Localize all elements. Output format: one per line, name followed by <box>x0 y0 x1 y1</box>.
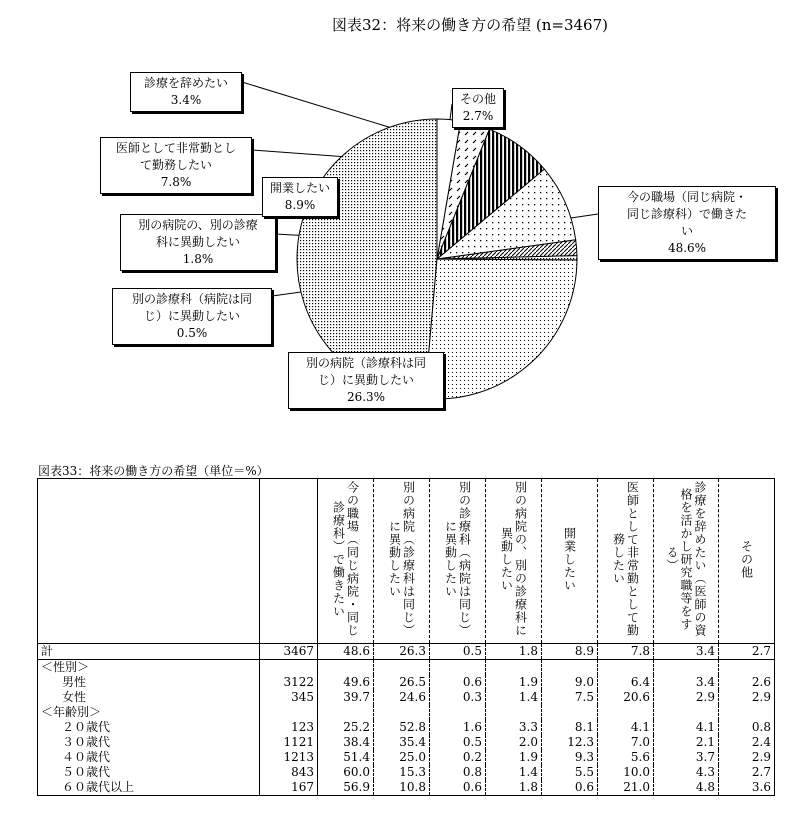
row-value: 9.0 <box>542 675 598 690</box>
row-value: 10.0 <box>598 765 654 780</box>
row-value: 0.5 <box>430 735 486 750</box>
row-value: 9.3 <box>542 750 598 765</box>
header-col-1: 別の病院（診療科は同じ）に異動したい <box>374 479 430 644</box>
row-value: 1.9 <box>486 750 542 765</box>
row-n: 843 <box>260 765 318 780</box>
slice-percent: 7.8% <box>160 175 192 189</box>
table-row <box>38 705 775 720</box>
row-value: 7.0 <box>598 735 654 750</box>
slice-label: 今の職場（同じ病院・ 同じ診療科）で働きた い <box>626 190 747 238</box>
table-row <box>38 690 775 705</box>
row-value <box>542 705 598 720</box>
row-value <box>654 705 719 720</box>
header-col-4: 開業したい <box>542 479 598 644</box>
slice-callout <box>288 352 444 409</box>
table-row <box>38 780 775 796</box>
header-n-cell <box>260 479 318 644</box>
slice-callout <box>130 72 242 112</box>
row-value: 4.1 <box>598 720 654 735</box>
table-row <box>38 720 775 735</box>
row-label: ＜性別＞ <box>41 660 90 674</box>
row-label: 計 <box>38 644 260 660</box>
row-value: 3.6 <box>719 780 775 796</box>
row-label: ５０歳代 <box>62 765 111 779</box>
row-value: 3.4 <box>654 644 719 660</box>
row-n <box>260 660 318 676</box>
row-n: 1121 <box>260 735 318 750</box>
row-value <box>318 660 374 676</box>
row-label: 男性 <box>62 675 87 689</box>
row-value: 26.5 <box>374 675 430 690</box>
row-value: 35.4 <box>374 735 430 750</box>
row-value: 25.2 <box>318 720 374 735</box>
row-value: 6.4 <box>598 675 654 690</box>
row-value: 0.8 <box>719 720 775 735</box>
row-value: 2.9 <box>719 690 775 705</box>
row-value: 1.8 <box>486 644 542 660</box>
row-value <box>430 660 486 676</box>
row-value: 0.6 <box>542 780 598 796</box>
row-value: 2.4 <box>719 735 775 750</box>
row-value: 24.6 <box>374 690 430 705</box>
row-value: 0.2 <box>430 750 486 765</box>
row-value: 1.6 <box>430 720 486 735</box>
row-value: 39.7 <box>318 690 374 705</box>
slice-percent: 48.6% <box>667 241 707 255</box>
table-row <box>38 675 775 690</box>
row-label: ６０歳代以上 <box>62 780 135 794</box>
slice-label: 医師として非常勤とし て勤務したい <box>115 141 236 172</box>
row-value: 0.3 <box>430 690 486 705</box>
slice-callout <box>262 177 338 217</box>
row-value: 60.0 <box>318 765 374 780</box>
row-value <box>598 705 654 720</box>
row-value: 1.4 <box>486 765 542 780</box>
table-row <box>38 644 775 660</box>
row-n: 123 <box>260 720 318 735</box>
pie-chart-title: 図表32：将来の働き方の希望 (n=3467) <box>332 16 608 34</box>
row-value: 48.6 <box>318 644 374 660</box>
header-col-7: その他 <box>719 479 775 644</box>
row-value: 25.0 <box>374 750 430 765</box>
row-value: 3.4 <box>654 675 719 690</box>
row-value: 51.4 <box>318 750 374 765</box>
slice-percent: 3.4% <box>170 93 202 107</box>
row-value: 4.3 <box>654 765 719 780</box>
row-n: 1213 <box>260 750 318 765</box>
slice-callout <box>112 288 272 345</box>
row-value <box>598 660 654 676</box>
slice-label: 別の病院の、別の診療 科に異動したい <box>138 218 258 249</box>
header-col-3: 別の病院の、別の診療科に異動したい <box>486 479 542 644</box>
slice-label: その他 <box>459 92 496 106</box>
row-value <box>719 705 775 720</box>
slice-callout <box>598 186 776 260</box>
row-value: 38.4 <box>318 735 374 750</box>
slice-callout <box>100 137 252 194</box>
row-value <box>486 660 542 676</box>
row-value: 10.8 <box>374 780 430 796</box>
row-value: 5.6 <box>598 750 654 765</box>
header-col-6: 診療を辞めたい（医師の資格を活かし研究職等をする） <box>654 479 719 644</box>
row-value: 56.9 <box>318 780 374 796</box>
row-value: 2.6 <box>719 675 775 690</box>
row-n: 345 <box>260 690 318 705</box>
row-value: 7.5 <box>542 690 598 705</box>
slice-callout <box>452 88 504 128</box>
row-value: 4.8 <box>654 780 719 796</box>
row-value <box>542 660 598 676</box>
slice-label: 別の病院（診療科は同 じ）に異動したい <box>305 356 426 387</box>
row-value: 20.6 <box>598 690 654 705</box>
slice-percent: 0.5% <box>176 326 208 340</box>
row-value: 0.6 <box>430 675 486 690</box>
row-value: 12.3 <box>542 735 598 750</box>
row-value: 1.4 <box>486 690 542 705</box>
row-value <box>430 705 486 720</box>
pie-slice <box>425 259 577 399</box>
row-n: 167 <box>260 780 318 796</box>
row-label: ４０歳代 <box>62 750 111 764</box>
table-row <box>38 765 775 780</box>
row-n <box>260 705 318 720</box>
row-value: 4.1 <box>654 720 719 735</box>
row-label: ２０歳代 <box>62 720 111 734</box>
row-value: 1.8 <box>486 780 542 796</box>
slice-percent: 8.9% <box>284 198 316 212</box>
table-header-row <box>38 479 775 644</box>
row-value: 5.5 <box>542 765 598 780</box>
header-col-0: 今の職場（同じ病院・同じ診療科）で働きたい <box>318 479 374 644</box>
header-label-cell <box>38 479 260 644</box>
row-value: 0.6 <box>430 780 486 796</box>
row-value <box>374 705 430 720</box>
row-value: 26.3 <box>374 644 430 660</box>
slice-callout <box>120 214 276 271</box>
slice-percent: 26.3% <box>346 390 386 404</box>
slice-percent: 2.7% <box>462 109 494 123</box>
row-value: 7.8 <box>598 644 654 660</box>
header-col-5: 医師として非常勤として勤務したい <box>598 479 654 644</box>
row-value: 49.6 <box>318 675 374 690</box>
row-value <box>486 705 542 720</box>
row-value: 8.1 <box>542 720 598 735</box>
row-value: 15.3 <box>374 765 430 780</box>
row-value: 3.7 <box>654 750 719 765</box>
row-value: 8.9 <box>542 644 598 660</box>
slice-label: 別の診療科（病院は同 じ）に異動したい <box>131 292 252 323</box>
row-value: 2.9 <box>654 690 719 705</box>
row-value: 21.0 <box>598 780 654 796</box>
row-label: 女性 <box>62 690 87 704</box>
row-label: ＜年齢別＞ <box>41 705 102 719</box>
header-col-2: 別の診療科（病院は同じ）に異動したい <box>430 479 486 644</box>
row-value <box>719 660 775 676</box>
row-n: 3467 <box>260 644 318 660</box>
row-value <box>318 705 374 720</box>
row-value: 2.1 <box>654 735 719 750</box>
slice-label: 開業したい <box>269 181 330 195</box>
slice-percent: 1.8% <box>182 252 214 266</box>
table-row <box>38 660 775 676</box>
row-value <box>374 660 430 676</box>
row-label: ３０歳代 <box>62 735 111 749</box>
row-value: 0.5 <box>430 644 486 660</box>
data-table <box>37 478 775 796</box>
table-row <box>38 735 775 750</box>
table-body <box>38 644 775 796</box>
row-value: 2.9 <box>719 750 775 765</box>
row-value: 2.0 <box>486 735 542 750</box>
row-value: 1.9 <box>486 675 542 690</box>
row-value: 2.7 <box>719 644 775 660</box>
row-value: 0.8 <box>430 765 486 780</box>
row-value: 52.8 <box>374 720 430 735</box>
row-value: 2.7 <box>719 765 775 780</box>
row-value <box>654 660 719 676</box>
row-value: 3.3 <box>486 720 542 735</box>
slice-label: 診療を辞めたい <box>143 76 228 90</box>
row-n: 3122 <box>260 675 318 690</box>
table-title: 図表33：将来の働き方の希望（単位＝%） <box>38 464 269 478</box>
table-row <box>38 750 775 765</box>
